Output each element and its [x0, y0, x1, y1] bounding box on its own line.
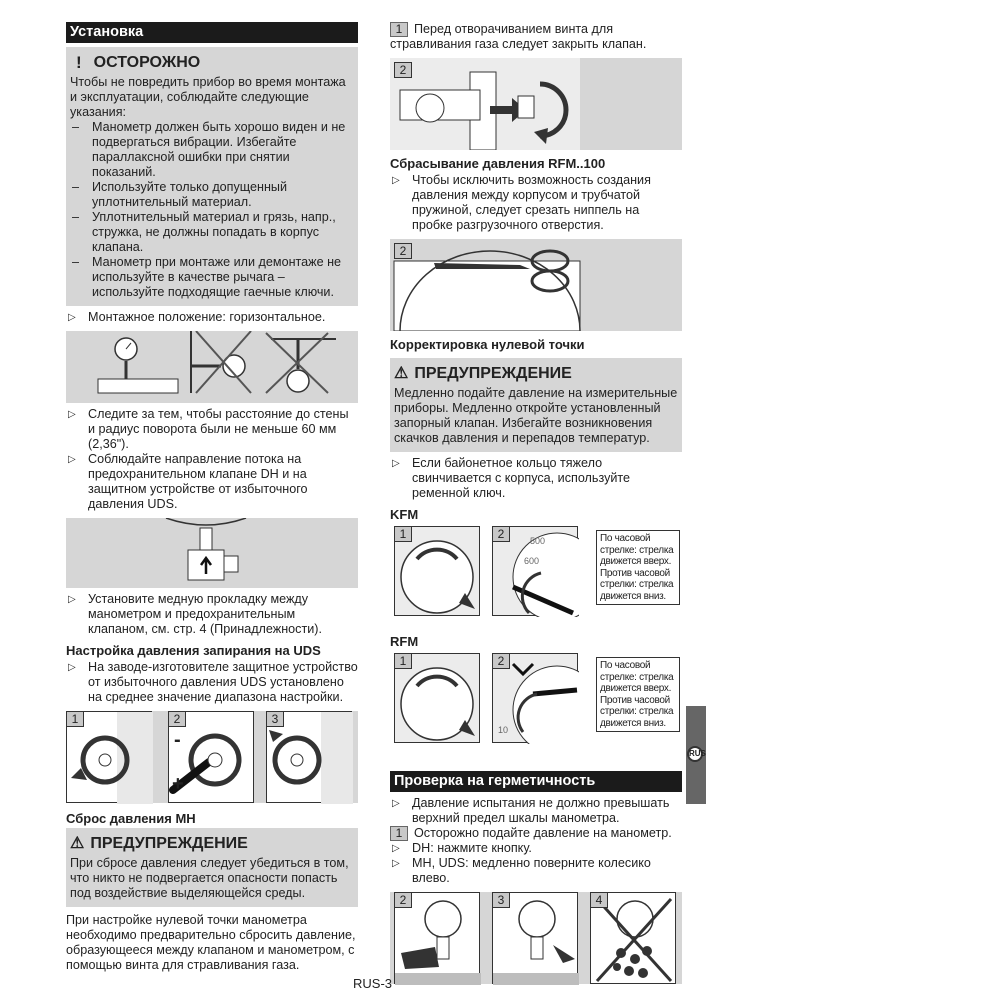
rfm-scale-10: 10 — [498, 725, 509, 735]
leak-item-mh-uds: ▷ MH, UDS: медленно поверните колесико влево. — [390, 856, 682, 886]
uds-list — [66, 660, 358, 705]
mh-text: При настройке нулевой точки манометра необходимо предварительно сбросить давление, образующееся между клапаном и манометром, с помощью винта для стравливания газа. — [66, 913, 356, 972]
exclamation-icon: ! — [76, 53, 82, 72]
leak-fig-num-4: 4 — [590, 892, 608, 908]
step1-num: 1 — [390, 22, 408, 37]
rfm-callout: По часовой стрелке: стрелка движется вверх. Против часовой стрелки: стрелка движется вниз. — [596, 657, 680, 732]
zero-warning-box — [390, 358, 682, 452]
leak-step1-num: 1 — [390, 826, 408, 841]
vent-screw-figure — [390, 58, 682, 150]
rfm-scissors-figure — [390, 239, 682, 331]
step1-line — [390, 22, 682, 52]
gasket-list — [66, 592, 358, 637]
caution-list — [70, 120, 354, 300]
zero-warning-text: Медленно подайте давление на измерительные приборы. Медленно откройте установленный запорный клапан. Избегайте возникновения скачков давления и перепадов температур. — [394, 386, 678, 445]
mount-list — [66, 310, 358, 325]
leak-list-2 — [390, 841, 682, 886]
leak-step1-line — [390, 826, 682, 841]
right-column — [390, 22, 682, 988]
mh-warning-title-row — [70, 834, 354, 854]
mh-title: Сброс давления MH — [66, 811, 196, 826]
mh-warning-text: При сбросе давления следует убедиться в том, что никто не подвергается опасности попасть под воздействие выделяющейся среды. — [70, 856, 349, 900]
bayonet-note: ▷ Если байонетное кольцо тяжело свинчивается с корпуса, используйте ременной ключ. — [390, 456, 682, 501]
leak-list-1 — [390, 796, 682, 826]
kfm-scale-500: 500 — [530, 536, 546, 546]
leak-item: ▷ Давление испытания не должно превышать верхний предел шкалы манометра. — [390, 796, 682, 826]
mount-position-note: ▷ Монтажное положение: горизонтальное. — [66, 310, 358, 325]
mount-position-figure — [66, 331, 358, 403]
section-title-installation: Установка — [66, 22, 358, 43]
caution-title-row — [70, 53, 354, 73]
caution-item: – Манометр при монтаже или демонтаже не используйте в качестве рычага – используйте подходящие гаечные ключи. — [70, 255, 354, 300]
kfm-scale-600: 600 — [524, 556, 540, 566]
rfm-fig-num-2: 2 — [492, 653, 510, 669]
scissors-illustration — [390, 239, 682, 331]
rus-language-badge: RUS — [687, 746, 703, 762]
caution-title: ОСТОРОЖНО — [93, 54, 201, 71]
warning-triangle-icon: ⚠ — [70, 835, 85, 852]
minus-sign: - — [174, 729, 181, 751]
caution-item: – Уплотнительный материал и грязь, напр., стружка, не должны попадать в корпус клапана. — [70, 210, 354, 255]
page-number: RUS-3 — [353, 976, 393, 991]
distance-notes — [66, 407, 358, 512]
leak-fig-num-2: 2 — [394, 892, 412, 908]
caution-box — [66, 47, 358, 306]
zero-warning-title: ПРЕДУПРЕЖДЕНИЕ — [414, 365, 572, 382]
caution-item: – Используйте только допущенный уплотнительный материал. — [70, 180, 354, 210]
uds-title: Настройка давления запирания на UDS — [66, 643, 321, 658]
plus-sign: + — [172, 773, 184, 795]
flow-direction-figure — [66, 518, 358, 588]
uds-fig-num-3: 3 — [266, 711, 284, 727]
vent-screw-illustration — [390, 58, 682, 150]
warning-triangle-icon: ⚠ — [394, 365, 409, 382]
kfm-figure — [390, 526, 682, 618]
kfm-fig-num-1: 1 — [394, 526, 412, 542]
leak-item-dh: ▷ DH: нажмите кнопку. — [390, 841, 682, 856]
vent-fig-num: 2 — [394, 62, 412, 78]
distance-note: ▷ Следите за тем, чтобы расстояние до стены и радиус поворота были не меньше 60 мм (2,36"). — [66, 407, 358, 452]
uds-fig-num-1: 1 — [66, 711, 84, 727]
valve-illustration — [66, 518, 358, 588]
leak-test-figure — [390, 892, 682, 984]
bayonet-list — [390, 456, 682, 501]
gasket-note: ▷ Установите медную прокладку между манометром и предохранительным клапаном, см. стр. 4 (Принадлежности). — [66, 592, 358, 637]
uds-text: ▷ На заводе-изготовителе защитное устройство от избыточного давления UDS установлено на среднее значение диапазона настройки. — [66, 660, 358, 705]
zero-title: Корректировка нулевой точки — [390, 337, 585, 352]
zero-warning-title-row — [394, 364, 678, 384]
leak-fig-num-3: 3 — [492, 892, 510, 908]
left-column — [66, 22, 358, 973]
caution-intro: Чтобы не повредить прибор во время монтажа и эксплуатации, соблюдайте следующие указания: — [70, 75, 346, 119]
rfm-title: Сбрасывание давления RFM..100 — [390, 156, 606, 171]
mh-warning-box — [66, 828, 358, 907]
uds-fig-num-2: 2 — [168, 711, 186, 727]
mh-warning-title: ПРЕДУПРЕЖДЕНИЕ — [90, 835, 248, 852]
kfm-fig-num-2: 2 — [492, 526, 510, 542]
mount-position-illustration — [66, 331, 358, 403]
step1-text: Перед отворачиванием винта для стравливания газа следует закрыть клапан. — [390, 22, 647, 51]
leak-step1-text: Осторожно подайте давление на манометр. — [414, 826, 672, 840]
rfm-label: RFM — [390, 634, 419, 649]
rfm-fig-num: 2 — [394, 243, 412, 259]
rfm-fig-num-1: 1 — [394, 653, 412, 669]
kfm-callout: По часовой стрелке: стрелка движется вверх. Против часовой стрелки: стрелка движется вниз. — [596, 530, 680, 605]
flow-direction-note: ▷ Соблюдайте направление потока на предохранительном клапане DH и на защитном устройстве от избыточного давления UDS. — [66, 452, 358, 512]
section-title-leak-test: Проверка на герметичность — [390, 771, 682, 792]
rfm-text: ▷ Чтобы исключить возможность создания давления между корпусом и трубчатой пружиной, следует срезать ниппель на пробке разгрузочного отверстия. — [390, 173, 682, 233]
caution-item: – Манометр должен быть хорошо виден и не подвергаться вибрации. Избегайте параллаксной ошибки при снятии показаний. — [70, 120, 354, 180]
kfm-label: KFM — [390, 507, 419, 522]
rfm-list — [390, 173, 682, 233]
rfm-zero-figure — [390, 653, 682, 745]
uds-figure — [66, 711, 358, 803]
